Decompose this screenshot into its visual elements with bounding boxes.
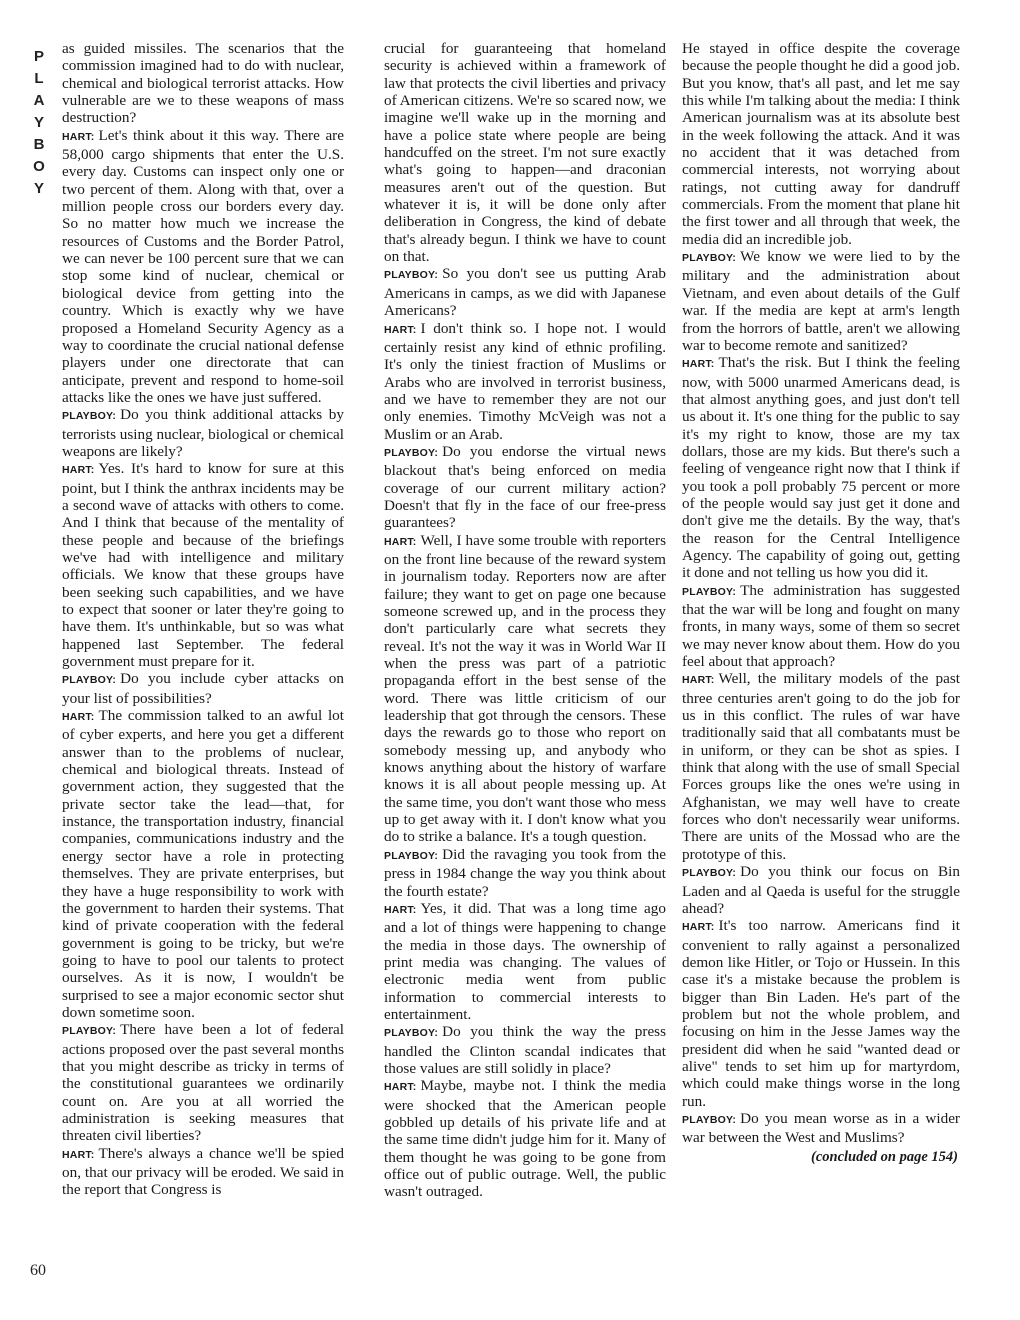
paragraph-text: Do you think our focus on Bin Laden and al Qaeda is useful for the struggle ahead?: [682, 863, 960, 917]
page-number: 60: [30, 1262, 46, 1279]
magazine-title-vertical: [28, 46, 50, 200]
speaker-label: PLAYBOY:: [682, 1113, 737, 1126]
article-paragraph: [384, 900, 666, 1023]
speaker-label: PLAYBOY:: [62, 674, 117, 687]
speaker-label: HART:: [682, 358, 715, 371]
paragraph-text: There's always a chance we'll be spied on, that our privacy will be eroded. We said in the report that Congress is: [62, 1144, 344, 1199]
title-letter: L: [34, 70, 44, 87]
paragraph-text: Well, I have some trouble with reporters on the front line because of the reward system in journalism today. Reporters now are after failure; they want to get on page one because someone screwed up, and in the process they don't particularly care what secrets they reveal. It's not the way it was in World War II when the press was part of a patriotic propaganda effort in the best sense of the word. There was little criticism of our leadership that got through the censors. These days the rewards go to those who report on somebody messing up, and anybody who knows anything about the history of warfare knows it is all about people messing up. At the same time, you don't want those who mess up to get away with it. I don't know what you do to strike a balance. It's a tough question.: [384, 531, 666, 846]
article-paragraph: [682, 40, 960, 248]
speaker-label: PLAYBOY:: [682, 867, 737, 880]
paragraph-text: It's too narrow. Americans find it convenient to rally against a personalized demon like Hitler, or Tojo or Hussein. In this case it's a mistake because the problem is bigger than Bin Laden. He's part of the problem but not the whole problem, and focusing on him in the Jesse James way the president did when he said "wanted dead or alive" tends to set him up for martyrdom, which could make things worse in the long run.: [682, 917, 960, 1110]
article-paragraph: [62, 1145, 344, 1199]
paragraph-text: Do you think the way the press handled the Clinton scandal indicates that those values are still solidly in place?: [384, 1023, 666, 1077]
continuation-note: (concluded on page 154): [811, 1148, 958, 1165]
title-letter: B: [33, 136, 45, 153]
article-paragraph: [62, 40, 344, 127]
speaker-label: HART:: [62, 1148, 95, 1161]
speaker-label: HART:: [682, 674, 715, 687]
article-paragraph: [384, 40, 666, 265]
paragraph-text: Do you include cyber attacks on your list of possibilities?: [62, 670, 344, 707]
article-paragraph: [682, 354, 960, 581]
paragraph-text: Yes, it did. That was a long time ago and a lot of things were happening to change the media in those days. The ownership of print media was changing. The values of electronic media went from public information to commercial interests to entertainment.: [384, 899, 666, 1023]
article-column-1: [62, 40, 344, 1199]
article-paragraph: [62, 406, 344, 460]
speaker-label: PLAYBOY:: [682, 585, 737, 598]
paragraph-text: Do you endorse the virtual news blackout that's being enforced on media coverage of our current military action? Doesn't that fly in the face of our free-press guarantees?: [384, 442, 666, 532]
paragraph-text: Do you mean worse as in a wider war between the West and Muslims?: [682, 1109, 960, 1147]
speaker-label: HART:: [62, 711, 95, 724]
paragraph-text: That's the risk. But I think the feeling now, with 5000 unarmed Americans dead, is that almost anything goes, and just don't tell us about it. It's one thing for the public to say it's my right to know, those are my tax dollars, those are my kids. But there's such a feeling of vengeance right now that I think if you took a poll probably 75 percent or more of the people would say just get it done and don't give me the details. By the way, that's the reason for the Central Intelligence Agency. The capability of going out, getting it done and not telling us how you did it.: [682, 354, 960, 582]
article-column-2: [384, 40, 666, 1201]
paragraph-text: I don't think so. I hope not. I would certainly resist any kind of ethnic profiling. It's only the tiniest fraction of Muslims or Arabs who are involved in terrorist business, and we have to remember they are not our only enemies. Timothy McVeigh was not a Muslim or an Arab.: [384, 319, 666, 443]
paragraph-text: crucial for guaranteeing that homeland security is achieved within a framework of law that protects the civil liberties and privacy of American citizens. We're so scared now, we imagine we'll wake up in the morning and have a police state where people are being handcuffed on the street. I'm not sure exactly what's going to happen—and draconian measures aren't out of the question. But whatever it is, it will be done only after deliberation in Congress, the kind of debate that's already begun. I think we have to count on that.: [384, 40, 666, 266]
article-paragraph: [682, 917, 960, 1110]
title-letter: Y: [33, 180, 44, 197]
article-paragraph: [682, 863, 960, 917]
article-paragraph: [384, 1023, 666, 1077]
speaker-label: PLAYBOY:: [384, 1027, 439, 1040]
speaker-label: HART:: [384, 323, 417, 336]
speaker-label: HART:: [682, 921, 715, 934]
paragraph-text: Do you think additional attacks by terrorists using nuclear, biological or chemical weapons are likely?: [62, 406, 344, 460]
article-paragraph: [682, 582, 960, 671]
speaker-label: HART:: [62, 130, 95, 143]
paragraph-text: There have been a lot of federal actions proposed over the past several months that you might describe as tricky in terms of the constitutional guarantees we ordinarily count on. Are you at all worried the administration is seeking measures that threaten civil liberties?: [62, 1021, 344, 1145]
paragraph-text: Let's think about it this way. There are 58,000 cargo shipments that enter the U.S. every day. Customs can inspect only one or two percent of them. Along with that, over a million people cross our borders every day. So no matter how much we increase the resources of Customs and the Border Patrol, we can never be 100 percent sure that we can stop some kind of nuclear, chemical or biological device from getting into the country. Which is exactly why we have proposed a Homeland Security Agency as a way to coordinate the crucial national defense players under one directorate that can anticipate, prevent and respond to home-soil attacks like the ones we have just suffered.: [62, 126, 344, 406]
speaker-label: HART:: [384, 535, 417, 548]
paragraph-text: Well, the military models of the past three centuries aren't going to do the job for us in this conflict. The rules of war have traditionally said that all combatants must be in uniform, or they can be shot as spies. I think that along with the use of small Special Forces groups like the ones we're using in Afghanistan, we may well have to create forces who don't necessarily wear uniforms. There are units of the Mossad who are the prototype of this.: [682, 670, 960, 863]
speaker-label: PLAYBOY:: [384, 849, 439, 862]
speaker-label: PLAYBOY:: [682, 252, 737, 265]
article-paragraph: [682, 670, 960, 863]
article-paragraph: [384, 1077, 666, 1200]
article-paragraph: [62, 460, 344, 670]
speaker-label: PLAYBOY:: [384, 446, 439, 459]
title-letter: A: [33, 92, 45, 109]
speaker-label: PLAYBOY:: [384, 269, 439, 282]
title-letter: Y: [33, 114, 44, 131]
paragraph-text: Did the ravaging you took from the press in 1984 change the way you think about the fourth estate?: [384, 845, 666, 900]
speaker-label: PLAYBOY:: [62, 410, 117, 423]
paragraph-text: The administration has suggested that the war will be long and fought on many fronts, in many ways, some of them so secret we may never know about them. How do you feel about that approach?: [682, 581, 960, 671]
article-paragraph: [62, 127, 344, 407]
article-paragraph: [682, 248, 960, 354]
speaker-label: HART:: [384, 1081, 417, 1094]
article-paragraph: [384, 265, 666, 319]
article-paragraph: [384, 846, 666, 900]
speaker-label: HART:: [384, 903, 417, 916]
paragraph-text: Yes. It's hard to know for sure at this point, but I think the anthrax incidents may be a second wave of attacks with others to come. And I think that because of the mentality of these people and because of the briefings we've had with intelligence and military officials. We know that these groups have been seeking such capabilities, and we have to expect that sooner or later they're going to have them. It's unthinkable, but so was what happened last September. The federal government must prepare for it.: [62, 460, 344, 671]
article-paragraph: [62, 670, 344, 707]
title-letter: P: [33, 48, 44, 65]
title-letter: O: [33, 158, 45, 175]
paragraph-text: So you don't see us putting Arab Americans in camps, as we did with Japanese Americans?: [384, 265, 666, 320]
article-column-3: [682, 40, 960, 1166]
speaker-label: HART:: [62, 464, 95, 477]
article-paragraph: [384, 532, 666, 846]
article-paragraph: [62, 1021, 344, 1144]
paragraph-text: Maybe, maybe not. I think the media were shocked that the American people gobbled up details of his private life and at the same time didn't judge him for it. Many of them thought he was going to be gone from office out of public outrage. Well, the public wasn't outraged.: [384, 1077, 666, 1201]
speaker-label: PLAYBOY:: [62, 1025, 117, 1038]
paragraph-text: He stayed in office despite the coverage because the people thought he did a good job. But you know, that's all past, and let me say this while I'm talking about the media: I think American journalism was at its absolute best in the week following the attack. And it was no accident that it was detached from commercial interests, not worrying about ratings, not cutting away for dandruff commercials. From the moment that plane hit the first tower and all through that week, the media did an incredible job.: [682, 40, 960, 248]
article-paragraph: [384, 443, 666, 532]
paragraph-text: as guided missiles. The scenarios that the commission imagined had to do with nuclear, chemical and biological terrorist attacks. How vulnerable are we to these weapons of mass destruction?: [62, 40, 344, 127]
article-paragraph: [62, 707, 344, 1021]
article-paragraph: [682, 1110, 960, 1147]
paragraph-text: The commission talked to an awful lot of cyber experts, and here you get a different answer than to the problems of nuclear, chemical and biological threats. Instead of government action, they suggested that the private sector take the lead—that, for instance, the transportation industry, financial companies, communications industry and the energy sector have a role in protecting themselves. They are private enterprises, but they have a huge responsibility to work with the government to harden their systems. That kind of private cooperation with the federal government is going to be tricky, but we're going to have to pool our talents to protect ourselves. As it is now, I wouldn't be surprised to see a major economic sector shut down sometime soon.: [62, 707, 344, 1021]
paragraph-text: We know we were lied to by the military and the administration about Vietnam, and even about details of the Gulf war. If the media are kept at arm's length from the horrors of battle, aren't we allowing war to become remote and sanitized?: [682, 248, 960, 354]
article-paragraph: [384, 320, 666, 443]
